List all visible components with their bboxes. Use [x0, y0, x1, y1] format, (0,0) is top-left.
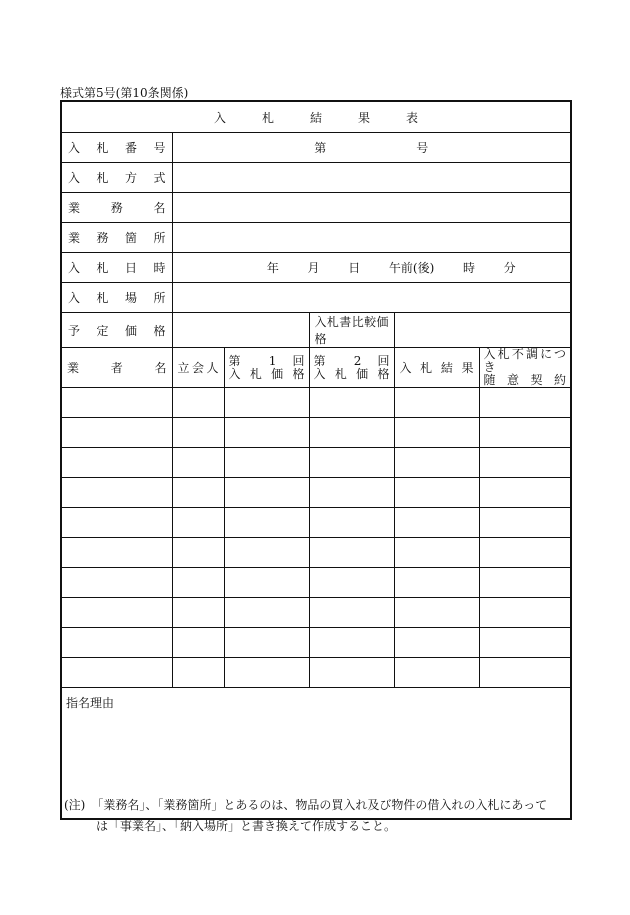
table-cell[interactable] — [309, 478, 394, 508]
table-cell[interactable] — [61, 448, 172, 478]
table-cell[interactable] — [224, 538, 309, 568]
comparison-price-label: 入札書比較価格 — [309, 313, 394, 348]
table-row — [61, 598, 571, 628]
business-name-label: 業務名 — [61, 193, 172, 223]
table-cell[interactable] — [394, 388, 479, 418]
table-cell[interactable] — [309, 388, 394, 418]
result-header: 入札結果 — [394, 348, 479, 388]
table-cell[interactable] — [479, 598, 571, 628]
table-cell[interactable] — [394, 508, 479, 538]
bid-method-label: 入札方式 — [61, 163, 172, 193]
table-cell[interactable] — [172, 538, 224, 568]
table-cell[interactable] — [61, 538, 172, 568]
datetime-year: 年 — [266, 261, 279, 275]
table-cell[interactable] — [172, 418, 224, 448]
bid-number-field[interactable] — [172, 133, 571, 163]
table-cell[interactable] — [224, 598, 309, 628]
table-row — [61, 448, 571, 478]
table-cell[interactable] — [224, 388, 309, 418]
table-cell[interactable] — [61, 568, 172, 598]
table-cell[interactable] — [309, 628, 394, 658]
table-cell[interactable] — [172, 478, 224, 508]
table-cell[interactable] — [61, 478, 172, 508]
private-contract-header-line1: 入札不調につき — [483, 347, 567, 374]
datetime-month: 月 — [307, 261, 320, 275]
vendor-header: 業者名 — [61, 348, 172, 388]
datetime-minute: 分 — [503, 261, 516, 275]
first-bid-header-line2: 入札価格 — [228, 366, 305, 381]
table-row — [61, 628, 571, 658]
table-cell[interactable] — [309, 508, 394, 538]
bid-datetime-field[interactable] — [172, 253, 571, 283]
bid-number-suffix: 号 — [416, 141, 429, 155]
table-cell[interactable] — [479, 508, 571, 538]
table-cell[interactable] — [172, 568, 224, 598]
estimated-price-label: 予定価格 — [61, 313, 172, 348]
table-row — [61, 418, 571, 448]
table-cell[interactable] — [479, 448, 571, 478]
table-cell[interactable] — [394, 598, 479, 628]
second-bid-header-line2: 入札価格 — [313, 366, 390, 381]
table-cell[interactable] — [394, 538, 479, 568]
table-cell[interactable] — [172, 448, 224, 478]
table-cell[interactable] — [224, 628, 309, 658]
witness-header: 立会人 — [172, 348, 224, 388]
table-cell[interactable] — [309, 448, 394, 478]
second-bid-header-line1: 第 2 回 — [313, 353, 390, 368]
comparison-price-field[interactable] — [394, 313, 571, 348]
table-cell[interactable] — [479, 478, 571, 508]
table-cell[interactable] — [224, 448, 309, 478]
table-row — [61, 658, 571, 688]
table-cell[interactable] — [172, 598, 224, 628]
table-row — [61, 508, 571, 538]
table-row — [61, 478, 571, 508]
bid-place-label: 入札場所 — [61, 283, 172, 313]
table-cell[interactable] — [309, 418, 394, 448]
private-contract-header — [479, 348, 571, 388]
table-row — [61, 388, 571, 418]
table-cell[interactable] — [394, 448, 479, 478]
table-cell[interactable] — [172, 658, 224, 688]
table-cell[interactable] — [394, 628, 479, 658]
first-bid-header-line1: 第 1 回 — [228, 353, 305, 368]
table-cell[interactable] — [172, 508, 224, 538]
table-cell[interactable] — [172, 388, 224, 418]
table-cell[interactable] — [172, 628, 224, 658]
table-cell[interactable] — [479, 628, 571, 658]
bid-number-prefix: 第 — [314, 141, 327, 155]
table-cell[interactable] — [479, 388, 571, 418]
table-cell[interactable] — [224, 478, 309, 508]
nomination-reason-label: 指名理由 — [66, 696, 115, 710]
form-number-label: 様式第5号(第10条関係) — [60, 86, 189, 100]
bid-number-label: 入札番号 — [61, 133, 172, 163]
table-cell[interactable] — [394, 658, 479, 688]
table-cell[interactable] — [61, 418, 172, 448]
bid-result-form — [60, 100, 572, 820]
table-cell[interactable] — [479, 658, 571, 688]
table-cell[interactable] — [479, 568, 571, 598]
table-cell[interactable] — [61, 388, 172, 418]
table-cell[interactable] — [224, 418, 309, 448]
table-row — [61, 538, 571, 568]
footnote — [64, 795, 574, 837]
table-cell[interactable] — [309, 598, 394, 628]
second-bid-header — [309, 348, 394, 388]
bid-method-field[interactable] — [172, 163, 571, 193]
estimated-price-field[interactable] — [172, 313, 309, 348]
table-cell[interactable] — [61, 508, 172, 538]
bid-datetime-label: 入札日時 — [61, 253, 172, 283]
table-cell[interactable] — [309, 538, 394, 568]
table-cell[interactable] — [224, 658, 309, 688]
business-name-field[interactable] — [172, 193, 571, 223]
table-cell[interactable] — [394, 568, 479, 598]
table-row — [61, 568, 571, 598]
bid-place-field[interactable] — [172, 283, 571, 313]
table-cell[interactable] — [479, 538, 571, 568]
footnote-line1: (注) 「業務名」、「業務箇所」とあるのは、物品の買入れ及び物件の借入れの入札にあって — [64, 798, 548, 812]
datetime-day: 日 — [348, 261, 361, 275]
table-cell[interactable] — [224, 508, 309, 538]
datetime-ampm: 午前(後) — [388, 261, 435, 275]
table-cell[interactable] — [394, 478, 479, 508]
business-location-field[interactable] — [172, 223, 571, 253]
table-cell[interactable] — [479, 418, 571, 448]
table-cell[interactable] — [394, 418, 479, 448]
private-contract-header-line2: 随意契約 — [483, 373, 567, 387]
table-cell[interactable] — [309, 568, 394, 598]
business-location-label: 業務箇所 — [61, 223, 172, 253]
footnote-line2: は「事業名」、「納入場所」と書き換えて作成すること。 — [96, 819, 397, 833]
table-cell[interactable] — [224, 568, 309, 598]
table-cell[interactable] — [61, 658, 172, 688]
table-cell[interactable] — [309, 658, 394, 688]
datetime-hour: 時 — [462, 261, 475, 275]
form-title: 入札結果表 — [61, 101, 571, 133]
table-cell[interactable] — [61, 628, 172, 658]
first-bid-header — [224, 348, 309, 388]
table-cell[interactable] — [61, 598, 172, 628]
